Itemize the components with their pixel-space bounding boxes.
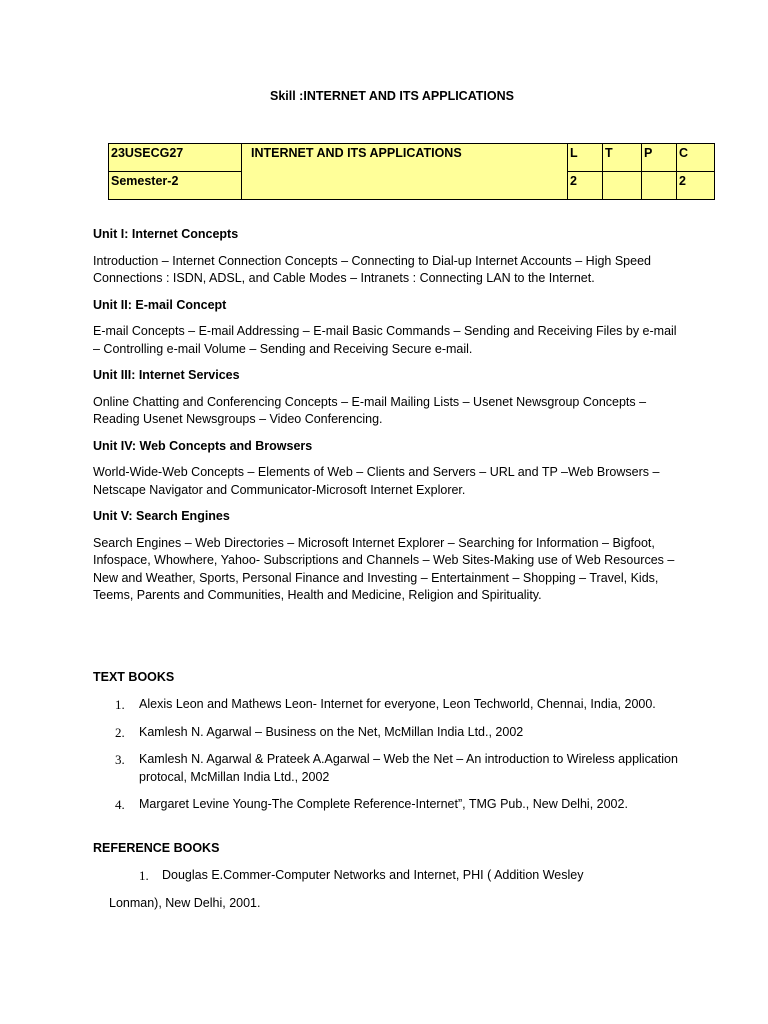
text-books-list (93, 696, 683, 814)
unit-heading: Unit IV: Web Concepts and Browsers (93, 438, 313, 453)
unit-4 (93, 438, 683, 500)
value-l: 2 (568, 172, 603, 200)
list-item (93, 696, 683, 714)
header-p: P (642, 144, 677, 172)
course-code: 23USECG27 (109, 144, 242, 172)
value-c: 2 (677, 172, 715, 200)
item-number: 2. (115, 724, 125, 740)
unit-body: Online Chatting and Conferencing Concepts – E-mail Mailing Lists – Usenet Newsgroup Concepts – Reading Usenet Newsgroups – Video Conferencing. (93, 394, 647, 426)
item-text-continuation: Lonman), New Delhi, 2001. (109, 895, 261, 910)
header-t: T (603, 144, 642, 172)
unit-heading: Unit II: E-mail Concept (93, 297, 227, 312)
item-text: Margaret Levine Young-The Complete Reference-Internet”, TMG Pub., New Delhi, 2002. (139, 797, 628, 811)
item-text: Kamlesh N. Agarwal – Business on the Net, McMillan India Ltd., 2002 (139, 724, 524, 739)
item-number: 3. (115, 752, 125, 767)
value-t (603, 172, 642, 200)
syllabus-content (93, 226, 683, 912)
item-text: Alexis Leon and Mathews Leon- Internet for everyone, Leon Techworld, Chennai, India, 2000. (139, 697, 656, 711)
unit-body: E-mail Concepts – E-mail Addressing – E-mail Basic Commands – Sending and Receiving Files by e-mail – Controlling e-mail Volume – Sending and Receiving Secure e-mail. (93, 324, 677, 356)
list-item (93, 796, 683, 814)
list-item (93, 867, 683, 885)
unit-3 (93, 367, 683, 429)
course-info-table (108, 143, 715, 200)
unit-heading: Unit V: Search Engines (93, 509, 230, 523)
unit-body: Introduction – Internet Connection Concepts – Connecting to Dial-up Internet Accounts – High Speed Connections : ISDN, ADSL, and Cable Modes – Intranets : Connecting LAN to the Internet. (93, 253, 651, 285)
unit-heading: Unit III: Internet Services (93, 368, 240, 382)
item-number: 1. (139, 868, 149, 883)
course-name: INTERNET AND ITS APPLICATIONS (242, 144, 568, 200)
header-l: L (568, 144, 603, 172)
list-item (93, 724, 683, 742)
unit-heading: Unit I: Internet Concepts (93, 227, 239, 241)
unit-body: Search Engines – Web Directories – Microsoft Internet Explorer – Searching for Information – Bigfoot, Infospace, Whowhere, Yahoo- Subscriptions and Channels – Web Sites-Making use of Web Resources – New and Weather, Sports, Personal Finance and Investing – Entertainment – Shopping – Travel, Kids, Teems, Parents and Communities, Health and Medicine, Religion and Spirituality. (93, 535, 675, 602)
item-text: Kamlesh N. Agarwal & Prateek A.Agarwal – Web the Net – An introduction to Wireless application protocal, McMillan India Ltd., 2002 (139, 752, 678, 784)
page-title: Skill :INTERNET AND ITS APPLICATIONS (270, 89, 514, 103)
value-p (642, 172, 677, 200)
item-text: Douglas E.Commer-Computer Networks and Internet, PHI ( Addition Wesley (162, 868, 584, 882)
semester: Semester-2 (109, 172, 242, 200)
reference-books-heading: REFERENCE BOOKS (93, 840, 220, 855)
unit-1 (93, 226, 683, 288)
unit-body: World-Wide-Web Concepts – Elements of Web – Clients and Servers – URL and TP –Web Browsers – Netscape Navigator and Communicator-Microsoft Internet Explorer. (93, 465, 660, 497)
list-item (93, 751, 683, 786)
unit-2 (93, 297, 683, 359)
item-number: 4. (115, 797, 125, 812)
unit-5 (93, 508, 683, 605)
item-number: 1. (115, 697, 125, 712)
header-c: C (677, 144, 715, 172)
text-books-heading: TEXT BOOKS (93, 669, 175, 684)
table-row (109, 144, 715, 172)
